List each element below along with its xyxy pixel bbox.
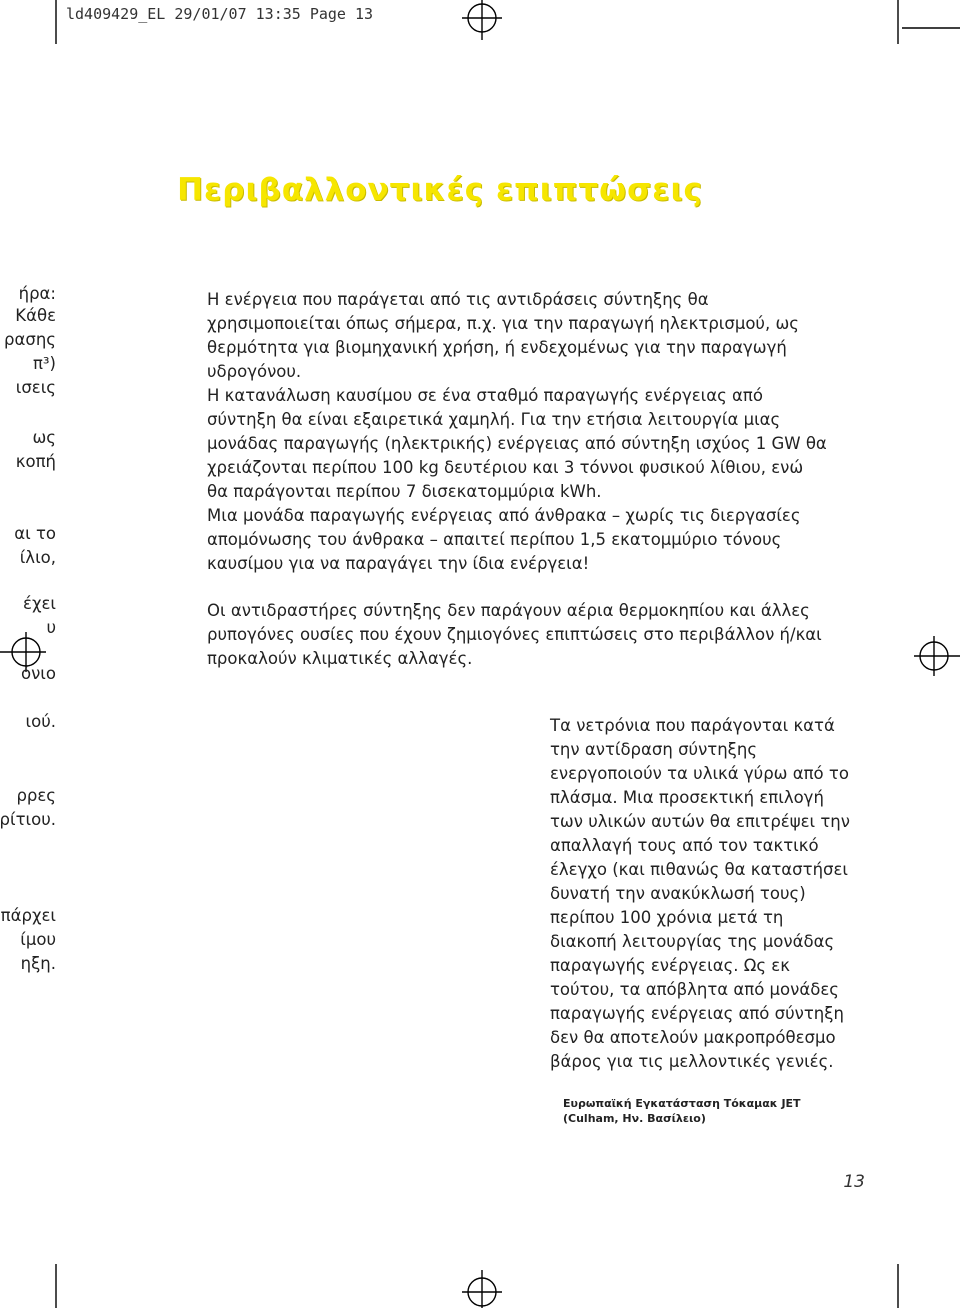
- crop-mark-bottom-right: [880, 1240, 960, 1308]
- page-number: 13: [843, 1172, 865, 1192]
- fragment-line: ίμου: [20, 930, 56, 949]
- fragment-line: όνιο: [21, 664, 56, 683]
- paragraph-fuel-consumption: Η κατανάλωση καυσίμου σε ένα σταθμό παραγωγής ενέργειας από σύντηξη θα είναι εξαιρετικά χαμηλή. Για την ετήσια λειτουργία μιας μονάδας παραγωγής (ηλεκτρικής) ενέργειας από σύντηξη ισχύος 1 GW θα χρειάζονται περίπου 100 kg δευτέριου και 3 τόννοι φυσικού λίθιου, ενώ θα παράγονται περίπου 7 δισεκατομμύρια kWh.: [207, 386, 827, 501]
- fragment-line: ρρες: [16, 786, 56, 805]
- image-caption: [563, 1096, 863, 1126]
- fragment-line: ηξη.: [20, 954, 56, 973]
- page-title: Περιβαλλοντικές επιπτώσεις: [177, 172, 703, 208]
- paragraph-energy-use: Η ενέργεια που παράγεται από τις αντιδράσεις σύντηξης θα χρησιμοποιείται όπως σήμερα, π.χ. για την παραγωγή ηλεκτρισμού, ως θερμότητα για βιομηχανική χρήση, ή ενδεχομένως για την παραγωγή υδρογόνου.: [207, 290, 799, 381]
- paragraph-neutrons: Τα νετρόνια που παράγονται κατά την αντίδραση σύντηξης ενεργοποιούν τα υλικά γύρω από το πλάσμα. Μια προσεκτική επιλογή των υλικών αυτών θα επιτρέψει την απαλλαγή τους από τον τακτικό έλεγχο (και πιθανώς θα καταστήσει δυνατή την ανακύκλωσή τους) περίπου 100 χρόνια μετά τη διακοπή λειτουργίας της μονάδας παραγωγής ενέργειας. Ως εκ τούτου, τα απόβλητα από μονάδες παραγωγής ενέργειας από σύντηξη δεν θα αποτελούν μακροπρόθεσμο βάρος για τις μελλοντικές γενιές.: [550, 716, 850, 1071]
- facing-page-fragments: [0, 0, 70, 1308]
- caption-line-2: (Culham, Ην. Βασίλειο): [563, 1112, 706, 1125]
- print-slug: ld409429_EL 29/01/07 13:35 Page 13: [66, 5, 374, 23]
- paragraph-no-greenhouse: Οι αντιδραστήρες σύντηξης δεν παράγουν αέρια θερμοκηπίου και άλλες ρυπογόνες ουσίες που έχουν ζημιογόνες επιπτώσεις στο περιβάλλον ή/και προκαλούν κλιματικές αλλαγές.: [207, 601, 822, 668]
- fragment-line: π³): [33, 354, 56, 373]
- fragment-line: ήρα:: [18, 284, 56, 303]
- registration-mark-top: [460, 0, 504, 44]
- side-column: [550, 714, 850, 1074]
- crop-mark-top-right: [880, 0, 960, 60]
- registration-mark-bottom: [460, 1264, 504, 1308]
- main-text: [207, 288, 827, 384]
- fragment-line: ίλιο,: [19, 548, 56, 567]
- registration-mark-right: [912, 634, 960, 678]
- fragment-line: ρίτιου.: [0, 810, 56, 829]
- fragment-line: έχει: [23, 594, 56, 613]
- fragment-line: ως: [32, 428, 56, 447]
- fragment-line: ρασης: [4, 330, 56, 349]
- main-text: [207, 599, 827, 671]
- fragment-line: Κάθε: [15, 306, 56, 325]
- main-text: [207, 384, 827, 576]
- caption-line-1: Ευρωπαϊκή Εγκατάσταση Τόκαμακ JET: [563, 1097, 801, 1110]
- fragment-line: αι το: [14, 524, 56, 543]
- fragment-line: ιού.: [25, 712, 56, 731]
- fragment-line: πάρχει: [0, 906, 56, 925]
- paragraph-coal-comparison: Μια μονάδα παραγωγής ενέργειας από άνθρακα – χωρίς τις διεργασίες απομόνωσης του άνθρακα – απαιτεί περίπου 1,5 εκατομμύριο τόνους καυσίμου για να παραγάγει την ίδια ενέργεια!: [207, 506, 801, 573]
- fragment-line: ισεις: [15, 378, 56, 397]
- fragment-line: υ: [46, 618, 56, 637]
- fragment-line: κοπή: [15, 452, 56, 471]
